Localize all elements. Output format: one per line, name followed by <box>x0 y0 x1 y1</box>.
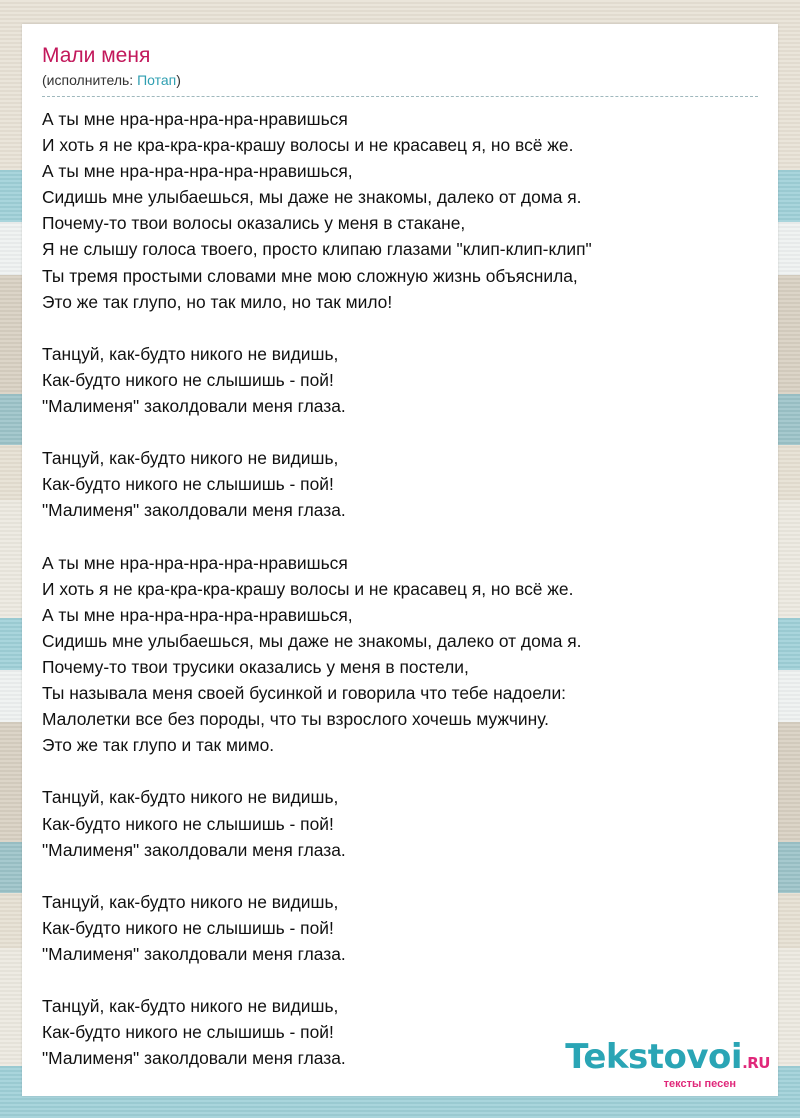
lyric-line: Как-будто никого не слышишь - пой! <box>42 474 334 495</box>
lyric-line: Почему-то твои волосы оказались у меня в стакане, <box>42 213 466 234</box>
lyric-line: Танцуй, как-будто никого не видишь, <box>42 996 339 1017</box>
song-title: Мали меня <box>42 44 151 67</box>
lyrics-stanza <box>42 341 758 419</box>
lyric-line: Малолетки все без породы, что ты взрослого хочешь мужчину. <box>42 709 549 730</box>
lyric-line: Как-будто никого не слышишь - пой! <box>42 369 334 390</box>
lyric-line: "Малименя" заколдовали меня глаза. <box>42 500 346 521</box>
lyric-line: "Малименя" заколдовали меня глаза. <box>42 944 346 964</box>
lyrics-stanza <box>42 445 758 523</box>
lyrics-stanza <box>42 106 758 315</box>
lyric-line: Как-будто никого не слышишь - пой! <box>42 813 334 834</box>
lyric-line: Я не слышу голоса твоего, просто клипаю глазами "клип-клип-клип" <box>42 239 592 260</box>
lyric-line: "Малименя" заколдовали меня глаза. <box>42 1048 346 1069</box>
lyrics-stanza <box>42 889 758 967</box>
lyric-line: Танцуй, как-будто никого не видишь, <box>42 787 339 808</box>
lyric-line: "Малименя" заколдовали меня глаза. <box>42 839 346 860</box>
logo-main-text: Tekstovoi <box>565 1037 743 1077</box>
lyric-line: Это же так глупо и так мимо. <box>42 735 275 756</box>
lyric-line: А ты мне нра-нра-нра-нра-нравишься, <box>42 604 353 625</box>
lyric-line: Сидишь мне улыбаешься, мы даже не знакомы, далеко от дома я. <box>42 187 582 208</box>
lyric-line: Почему-то твои трусики оказались у меня в постели, <box>42 656 469 677</box>
lyrics-body <box>42 106 758 1071</box>
artist-suffix: ) <box>176 72 181 88</box>
logo-tld: .RU <box>742 1054 770 1072</box>
lyric-line: Сидишь мне улыбаешься, мы даже не знакомы, далеко от дома я. <box>42 630 582 651</box>
lyric-line: А ты мне нра-нра-нра-нра-нравишься, <box>42 161 353 182</box>
lyric-line: Танцуй, как-будто никого не видишь, <box>42 448 339 469</box>
lyric-line: И хоть я не кра-кра-кра-крашу волосы и не красавец я, но всё же. <box>42 135 574 156</box>
lyric-line: "Малименя" заколдовали меня глаза. <box>42 396 346 417</box>
lyric-line: А ты мне нра-нра-нра-нра-нравишься <box>42 109 348 129</box>
lyric-line: Как-будто никого не слышишь - пой! <box>42 1022 334 1043</box>
lyrics-stanza <box>42 784 758 862</box>
lyric-line: А ты мне нра-нра-нра-нра-нравишься <box>42 552 348 573</box>
artist-link[interactable]: Потап <box>137 72 177 88</box>
lyric-line: Ты тремя простыми словами мне мою сложную жизнь объяснила, <box>42 265 578 286</box>
song-header <box>42 42 758 97</box>
artist-prefix: (исполнитель: <box>42 72 138 88</box>
logo-wordmark <box>565 1037 770 1080</box>
lyrics-card <box>22 24 778 1096</box>
logo-tagline: тексты песен <box>663 1078 736 1090</box>
site-logo[interactable] <box>565 1037 770 1090</box>
lyric-line: Как-будто никого не слышишь - пой! <box>42 917 334 938</box>
lyric-line: Танцуй, как-будто никого не видишь, <box>42 891 339 912</box>
lyric-line: И хоть я не кра-кра-кра-крашу волосы и не красавец я, но всё же. <box>42 578 574 599</box>
lyric-line: Танцуй, как-будто никого не видишь, <box>42 343 339 364</box>
artist-line <box>42 70 758 97</box>
lyric-line: Ты называла меня своей бусинкой и говорила что тебе надоели: <box>42 683 566 704</box>
lyric-line: Это же так глупо, но так мило, но так мило! <box>42 291 393 312</box>
lyrics-stanza <box>42 550 758 759</box>
